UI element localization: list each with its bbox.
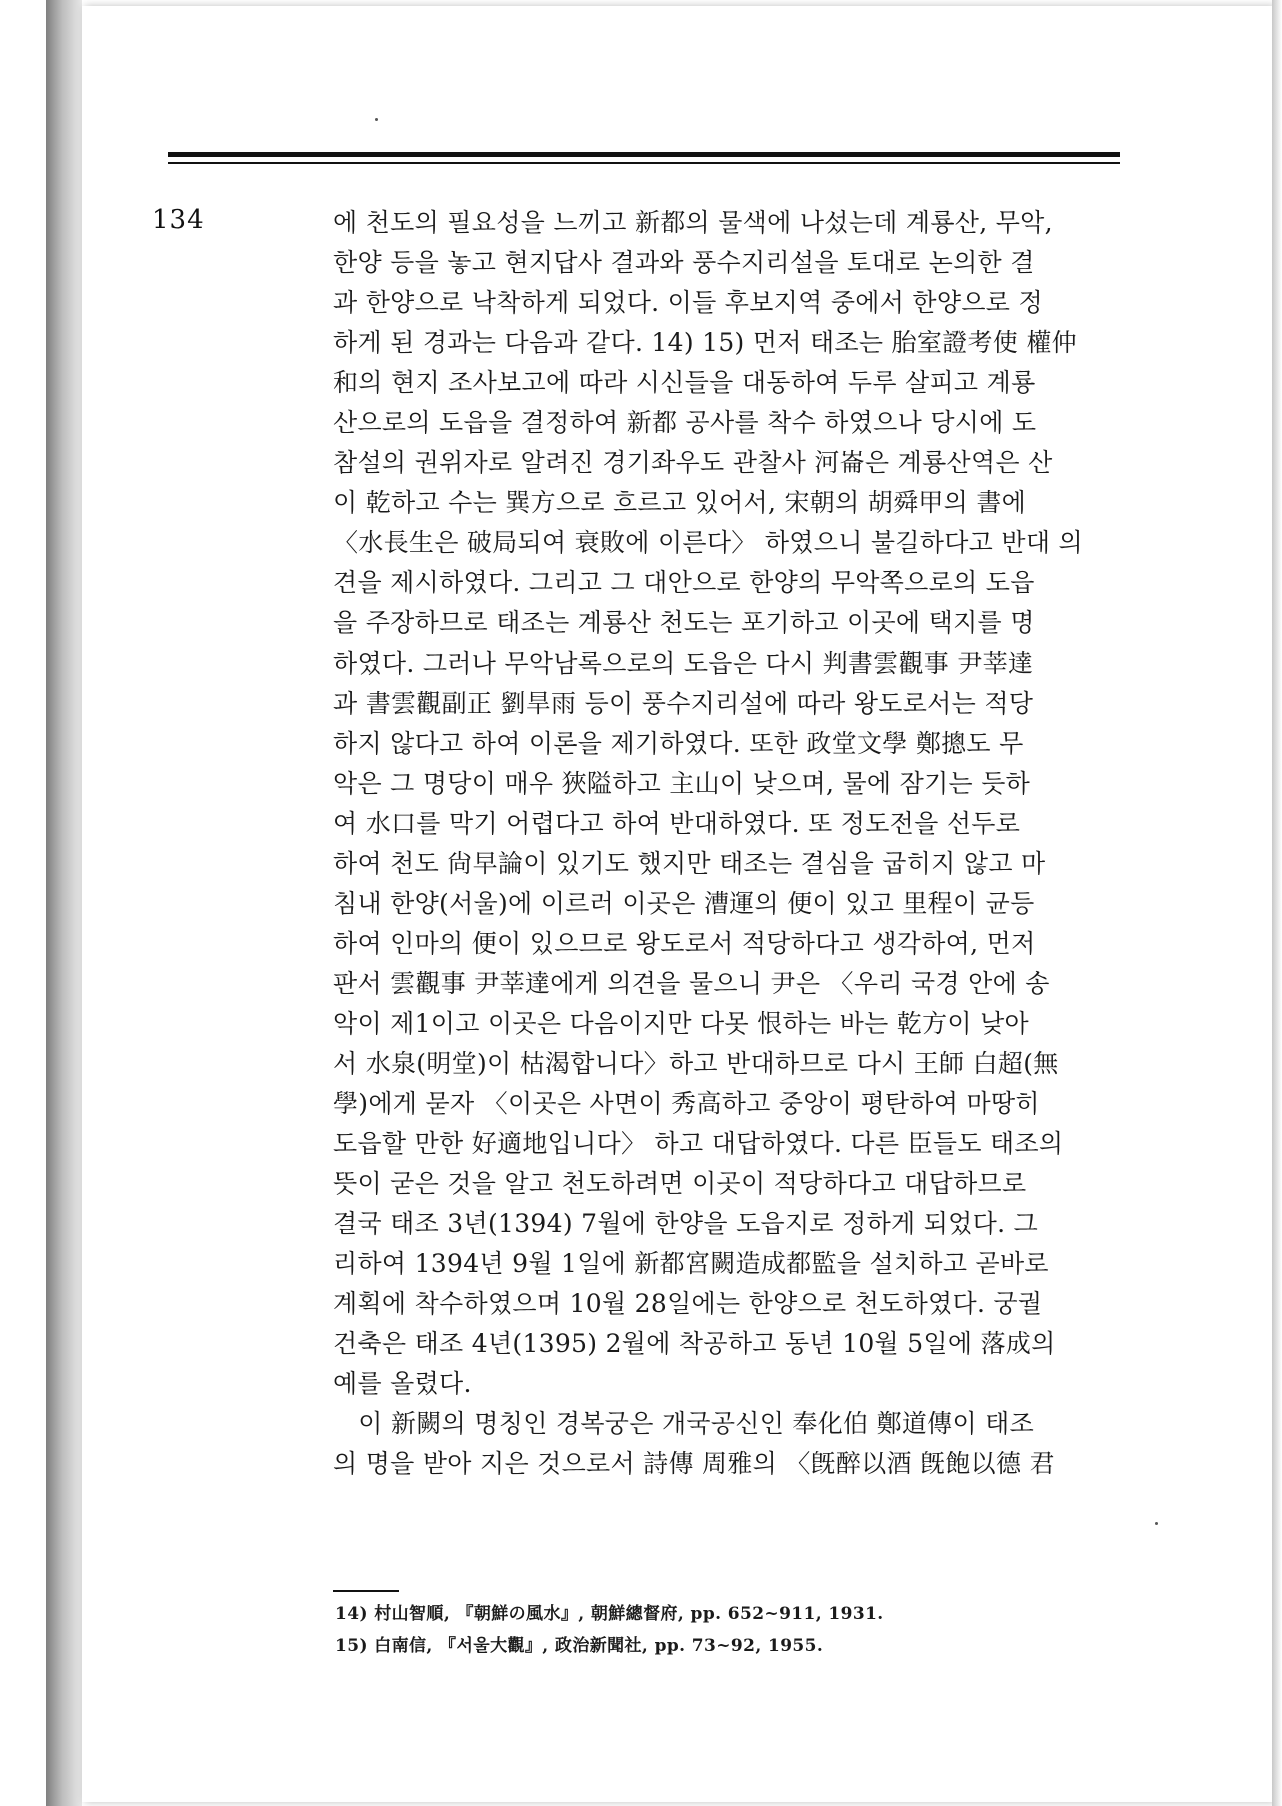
text-line: 계획에 착수하였으며 10월 28일에는 한양으로 천도하였다. 궁궐	[333, 1289, 1043, 1319]
text-line: 하였다. 그러나 무악남록으로의 도읍은 다시 判書雲觀事 尹莘達	[333, 648, 1034, 678]
footnote: 14) 村山智順, 『朝鮮の風水』, 朝鮮總督府, pp. 652~911, 1931.	[335, 1604, 884, 1624]
text-line: 도읍할 만한 好適地입니다〉 하고 대답하였다. 다른 臣들도 태조의	[333, 1129, 1064, 1159]
text-line: 침내 한양(서울)에 이르러 이곳은 漕運의 便이 있고 里程이 균등	[333, 888, 1035, 918]
text-line: 이 新闕의 명칭인 경복궁은 개국공신인 奉化伯 鄭道傳이 태조	[333, 1409, 1035, 1439]
text-line: 과 한양으로 낙착하게 되었다. 이들 후보지역 중에서 한양으로 정	[333, 288, 1043, 318]
text-line: 건축은 태조 4년(1395) 2월에 착공하고 동년 10월 5일에 落成의	[333, 1329, 1056, 1359]
text-line: 과 書雲觀副正 劉旱雨 등이 풍수지리설에 따라 왕도로서는 적당	[333, 688, 1034, 718]
text-line: 이 乾하고 수는 巽方으로 흐르고 있어서, 宋朝의 胡舜甲의 書에	[333, 488, 1027, 518]
text-line: 악이 제1이고 이곳은 다음이지만 다못 恨하는 바는 乾方이 낮아	[333, 1008, 1029, 1038]
header-rule-thick	[168, 152, 1120, 157]
text-line: 學)에게 묻자 〈이곳은 사면이 秀高하고 중앙이 평탄하여 마땅히	[333, 1089, 1040, 1119]
speck	[1155, 1522, 1158, 1525]
text-line: 하지 않다고 하여 이론을 제기하였다. 또한 政堂文學 鄭摠도 무	[333, 728, 1024, 758]
page-number: 134	[152, 205, 205, 235]
footnotes	[335, 1598, 1115, 1662]
text-line: 하게 된 경과는 다음과 같다. 14) 15) 먼저 태조는 胎室證考使 權仲	[333, 328, 1077, 358]
text-line: 판서 雲觀事 尹莘達에게 의견을 물으니 尹은 〈우리 국경 안에 송	[333, 968, 1050, 998]
footnote-rule	[333, 1590, 399, 1592]
body-text	[333, 203, 1133, 1485]
text-line: 참설의 권위자로 알려진 경기좌우도 관찰사 河崙은 계룡산역은 산	[333, 448, 1053, 478]
text-line: 악은 그 명당이 매우 狹隘하고 主山이 낮으며, 물에 잠기는 듯하	[333, 768, 1031, 798]
text-line: 의 명을 받아 지은 것으로서 詩傳 周雅의 〈旣醉以酒 旣飽以德 君	[333, 1449, 1055, 1479]
text-line: 에 천도의 필요성을 느끼고 新都의 물색에 나섰는데 계룡산, 무악,	[333, 208, 1053, 237]
text-line: 和의 현지 조사보고에 따라 시신들을 대동하여 두루 살피고 계룡	[333, 368, 1036, 398]
text-line: 한양 등을 놓고 현지답사 결과와 풍수지리설을 토대로 논의한 결	[333, 248, 1035, 278]
header-rule-thin	[168, 162, 1120, 164]
text-line: 견을 제시하였다. 그리고 그 대안으로 한양의 무악쪽으로의 도읍	[333, 568, 1035, 598]
speck	[375, 118, 378, 121]
text-line: 하여 천도 尙早論이 있기도 했지만 태조는 결심을 굽히지 않고 마	[333, 848, 1046, 878]
text-line: 예를 올렸다.	[333, 1369, 472, 1399]
book-spine-edge	[46, 0, 82, 1806]
text-line: 리하여 1394년 9월 1일에 新都宮闕造成都監을 설치하고 곧바로	[333, 1249, 1049, 1279]
text-line: 서 水泉(明堂)이 枯渴합니다〉하고 반대하므로 다시 王師 白超(無	[333, 1048, 1059, 1078]
text-line: 〈水長生은 破局되여 衰敗에 이른다〉 하였으니 불길하다고 반대 의	[333, 528, 1083, 558]
text-line: 뜻이 굳은 것을 알고 천도하려면 이곳이 적당하다고 대답하므로	[333, 1169, 1027, 1199]
text-line: 여 水口를 막기 어렵다고 하여 반대하였다. 또 정도전을 선두로	[333, 808, 1021, 838]
page-right-shadow	[1272, 0, 1282, 1806]
text-line: 산으로의 도읍을 결정하여 新都 공사를 착수 하였으나 당시에 도	[333, 408, 1037, 438]
text-line: 결국 태조 3년(1394) 7월에 한양을 도읍지로 정하게 되었다. 그	[333, 1209, 1039, 1239]
text-line: 하여 인마의 便이 있으므로 왕도로서 적당하다고 생각하여, 먼저	[333, 928, 1036, 958]
footnote: 15) 白南信, 『서울大觀』, 政治新聞社, pp. 73~92, 1955.	[335, 1636, 824, 1656]
text-line: 을 주장하므로 태조는 계룡산 천도는 포기하고 이곳에 택지를 명	[333, 608, 1035, 638]
